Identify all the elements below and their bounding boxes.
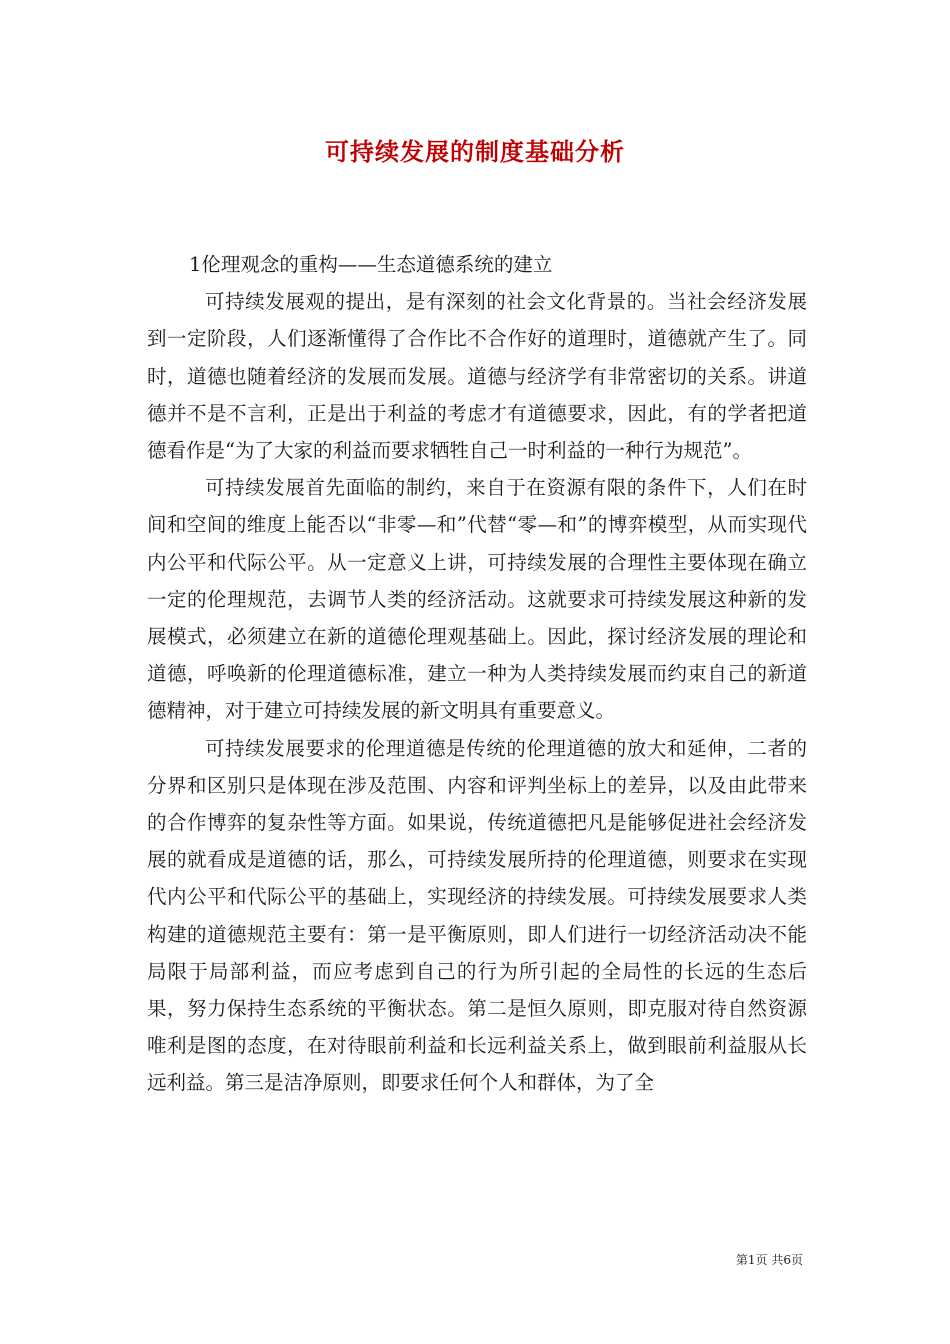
section-heading: 1伦理观念的重构——生态道德系统的建立 — [189, 253, 553, 276]
page-number-footer: 第1页 共6页 — [735, 1253, 803, 1267]
paragraph-1: 可持续发展观的提出，是有深刻的社会文化背景的。当社会经济发展到一定阶段，人们逐渐懂得了合作比不合作好的道理时，道德就产生了。同时，道德也随着经济的发展而发展。道德与经济学有非常密切的关系。讲道德并不是不言利，正是出于利益的考虑才有道德要求，因此，有的学者把道德看作是“为了大家的利益而要求牺牲自己一时利益的一种行为规范”。 — [147, 290, 807, 463]
paragraph-2: 可持续发展首先面临的制约，来自于在资源有限的条件下，人们在时间和空间的维度上能否以“非零—和”代替“零—和”的博弈模型，从而实现代内公平和代际公平。从一定意义上讲，可持续发展的合理性主要体现在确立一定的伦理规范，去调节人类的经济活动。这就要求可持续发展这种新的发展模式，必须建立在新的道德伦理观基础上。因此，探讨经济发展的理论和道德，呼唤新的伦理道德标准，建立一种为人类持续发展而约束自己的新道德精神，对于建立可持续发展的新文明具有重要意义。 — [147, 476, 807, 723]
document-body — [147, 246, 807, 1102]
document-title: 可持续发展的制度基础分析 — [325, 138, 625, 166]
paragraph-3: 可持续发展要求的伦理道德是传统的伦理道德的放大和延伸，二者的分界和区别只是体现在涉及范围、内容和评判坐标上的差异，以及由此带来的合作博弈的复杂性等方面。如果说，传统道德把凡是能够促进社会经济发展的就看成是道德的话，那么，可持续发展所持的伦理道德，则要求在实现代内公平和代际公平的基础上，实现经济的持续发展。可持续发展要求人类构建的道德规范主要有：第一是平衡原则，即人们进行一切经济活动决不能局限于局部利益，而应考虑到自己的行为所引起的全局性的长远的生态后果，努力保持生态系统的平衡状态。第二是恒久原则，即克服对待自然资源唯利是图的态度，在对待眼前利益和长远利益关系上，做到眼前利益服从长远利益。第三是洁净原则，即要求任何个人和群体，为了全 — [147, 736, 807, 1095]
